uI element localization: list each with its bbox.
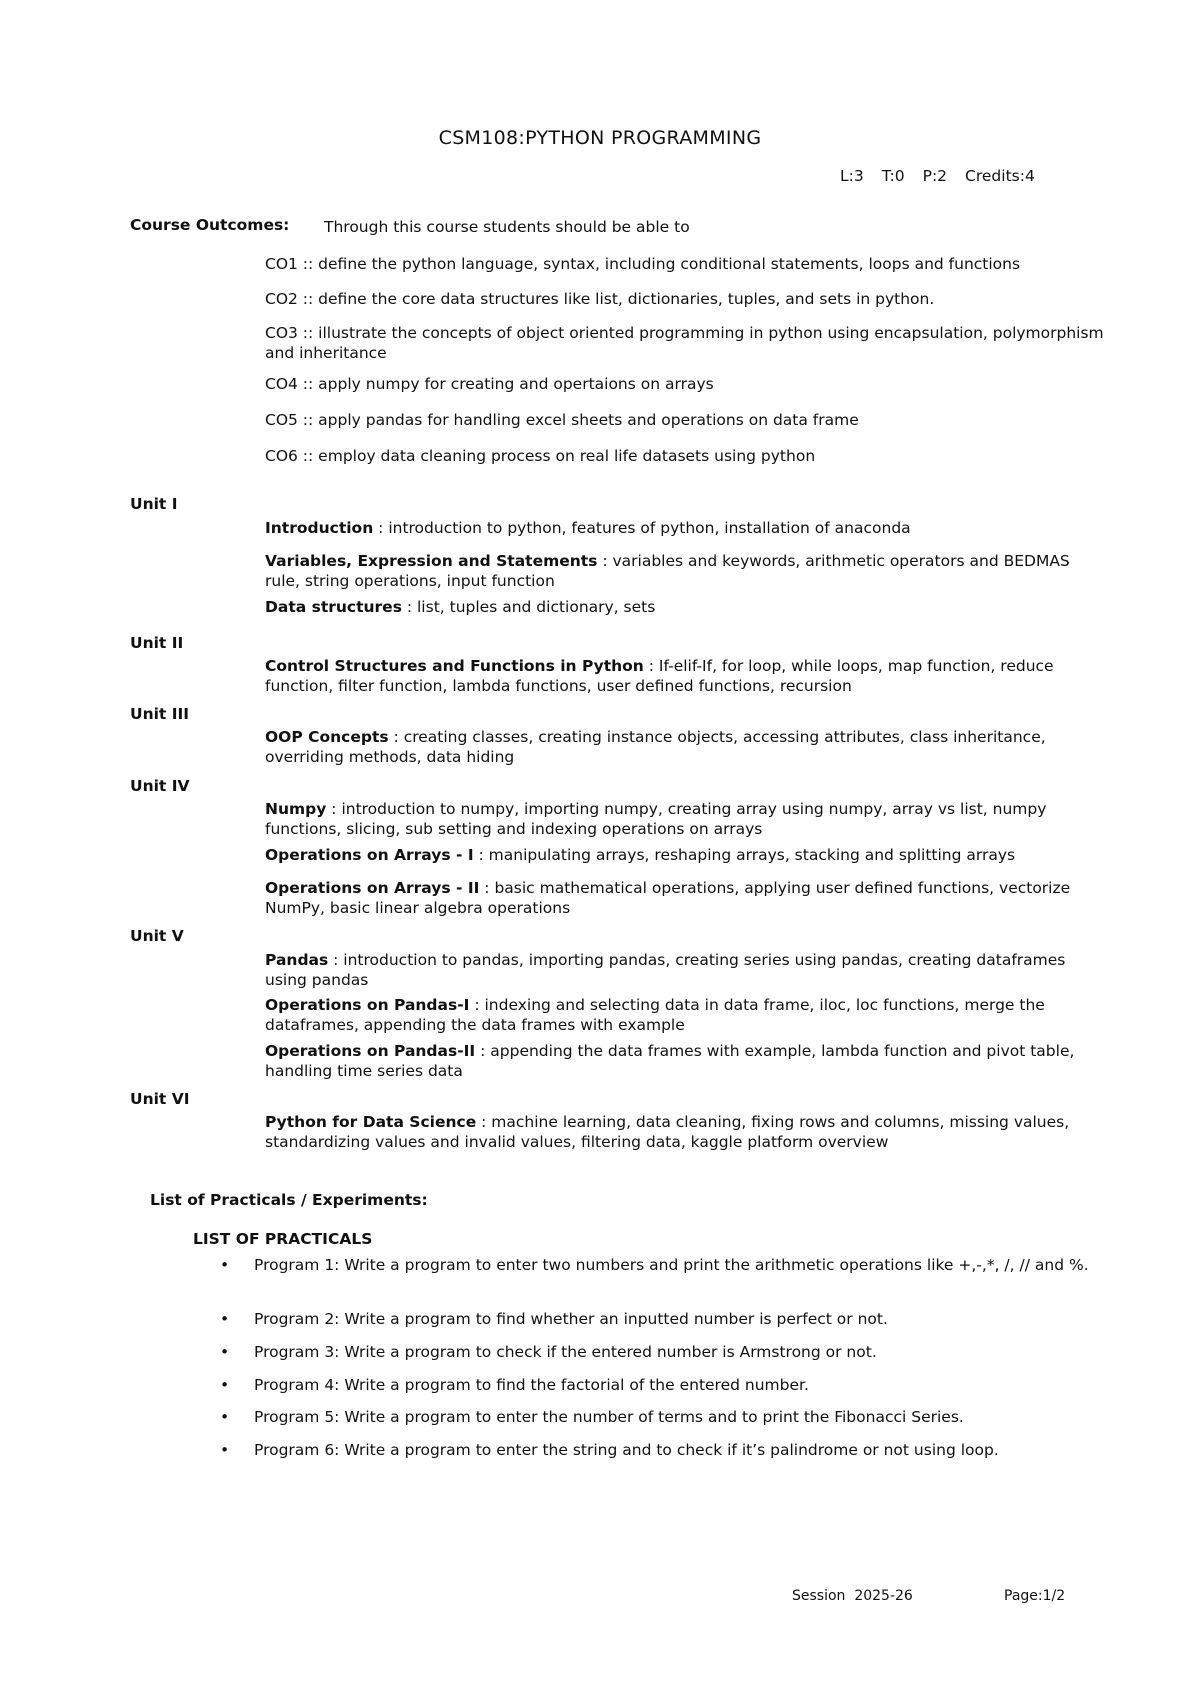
topic-separator: : — [479, 879, 495, 897]
topic-heading: Numpy — [265, 800, 327, 818]
topic-heading: Operations on Arrays - II — [265, 879, 480, 897]
topic-heading: Variables, Expression and Statements — [265, 552, 598, 570]
practical-item: Program 3: Write a program to check if the entered number is Armstrong or not. — [254, 1343, 877, 1361]
unit-topic — [265, 551, 1105, 591]
topic-body: indexing and selecting data in data frame, iloc, loc functions, merge the dataframes, appending the data frames with example — [265, 996, 1045, 1034]
total-credits: Credits:4 — [965, 167, 1035, 185]
topic-body: If-elif-If, for loop, while loops, map function, reduce function, filter function, lambda functions, user defined functions, recursion — [265, 657, 1054, 695]
topic-heading: Introduction — [265, 519, 374, 537]
bullet: • — [220, 1256, 230, 1274]
topic-heading: Data structures — [265, 598, 402, 616]
practical-hours: P:2 — [922, 167, 948, 185]
topic-heading: OOP Concepts — [265, 728, 389, 746]
practical-item: Program 6: Write a program to enter the string and to check if it’s palindrome or not using loop. — [254, 1441, 999, 1459]
topic-separator: : — [328, 951, 344, 969]
topic-heading: Python for Data Science — [265, 1113, 477, 1131]
unit-label: Unit II — [130, 634, 184, 652]
topic-body: creating classes, creating instance objects, accessing attributes, class inheritance, overriding methods, data hiding — [265, 728, 1046, 766]
topic-body: basic mathematical operations, applying user defined functions, vectorize NumPy, basic linear algebra operations — [265, 879, 1071, 917]
unit-topic — [265, 727, 1105, 767]
topic-body: introduction to pandas, importing pandas, creating series using pandas, creating dataframes using pandas — [265, 951, 1066, 989]
topic-heading: Pandas — [265, 951, 329, 969]
course-outcome-item: CO3 :: illustrate the concepts of object oriented programming in python using encapsulation, polymorphism and inheritance — [265, 324, 1104, 362]
practical-item: Program 4: Write a program to find the factorial of the entered number. — [254, 1376, 809, 1394]
practical-item: Program 1: Write a program to enter two numbers and print the arithmetic operations like +,-,*, /, // and %. — [254, 1256, 1089, 1274]
topic-separator: : — [326, 800, 342, 818]
topic-separator: : — [401, 598, 417, 616]
topic-body: manipulating arrays, reshaping arrays, stacking and splitting arrays — [488, 846, 1016, 864]
course-outcome-item: CO5 :: apply pandas for handling excel sheets and operations on data frame — [265, 411, 859, 429]
bullet: • — [220, 1310, 230, 1328]
topic-body: introduction to python, features of python, installation of anaconda — [388, 519, 911, 537]
unit-label: Unit III — [130, 705, 190, 723]
bullet: • — [220, 1343, 230, 1361]
unit-topic — [265, 1112, 1105, 1152]
topic-separator: : — [469, 996, 485, 1014]
topic-separator: : — [373, 519, 389, 537]
unit-topic — [265, 656, 1105, 696]
bullet: • — [220, 1408, 230, 1426]
course-outcomes-label: Course Outcomes: — [130, 216, 290, 234]
topic-separator: : — [476, 1113, 492, 1131]
unit-topic — [265, 799, 1105, 839]
topic-heading: Operations on Pandas-I — [265, 996, 470, 1014]
topic-body: introduction to numpy, importing numpy, creating array using numpy, array vs list, numpy functions, slicing, sub setting and indexing operations on arrays — [265, 800, 1047, 838]
credits-line — [840, 166, 1035, 186]
unit-topic — [265, 950, 1105, 990]
course-outcome-item: CO1 :: define the python language, syntax, including conditional statements, loops and functions — [265, 255, 1021, 273]
topic-heading: Operations on Pandas-II — [265, 1042, 476, 1060]
unit-topic — [265, 597, 1105, 617]
unit-topic — [265, 518, 1105, 538]
topic-body: appending the data frames with example, lambda function and pivot table, handling time series data — [265, 1042, 1075, 1080]
bullet: • — [220, 1441, 230, 1459]
topic-separator: : — [388, 728, 404, 746]
practical-item: Program 5: Write a program to enter the number of terms and to print the Fibonacci Series. — [254, 1408, 964, 1426]
topic-body: variables and keywords, arithmetic operators and BEDMAS rule, string operations, input function — [265, 552, 1070, 590]
bullet: • — [220, 1376, 230, 1394]
topic-heading: Control Structures and Functions in Python — [265, 657, 644, 675]
course-outcome-item: CO4 :: apply numpy for creating and opertaions on arrays — [265, 375, 714, 393]
page-title: CSM108:PYTHON PROGRAMMING — [438, 127, 762, 149]
topic-heading: Operations on Arrays - I — [265, 846, 474, 864]
topic-body: list, tuples and dictionary, sets — [417, 598, 656, 616]
unit-label: Unit I — [130, 495, 178, 513]
topic-separator: : — [597, 552, 613, 570]
course-outcome-item: CO2 :: define the core data structures like list, dictionaries, tuples, and sets in python. — [265, 290, 935, 308]
unit-topic — [265, 995, 1105, 1035]
page-number: Page:1/2 — [1004, 1588, 1066, 1604]
topic-separator: : — [475, 1042, 491, 1060]
practical-item: Program 2: Write a program to find whether an inputted number is perfect or not. — [254, 1310, 888, 1328]
topic-separator: : — [473, 846, 489, 864]
unit-label: Unit VI — [130, 1090, 190, 1108]
course-outcomes-intro: Through this course students should be able to — [324, 218, 690, 236]
unit-topic — [265, 1041, 1105, 1081]
topic-body: machine learning, data cleaning, fixing rows and columns, missing values, standardizing values and invalid values, filtering data, kaggle platform overview — [265, 1113, 1070, 1151]
topic-separator: : — [643, 657, 659, 675]
unit-label: Unit V — [130, 927, 184, 945]
course-outcome-item: CO6 :: employ data cleaning process on real life datasets using python — [265, 447, 816, 465]
practicals-list-heading: LIST OF PRACTICALS — [193, 1230, 373, 1248]
practicals-title: List of Practicals / Experiments: — [150, 1191, 428, 1209]
unit-topic — [265, 845, 1105, 865]
unit-topic — [265, 878, 1105, 918]
tutorial-hours: T:0 — [881, 167, 905, 185]
lecture-hours: L:3 — [840, 167, 864, 185]
session-label: Session 2025-26 — [792, 1588, 913, 1604]
unit-label: Unit IV — [130, 777, 190, 795]
